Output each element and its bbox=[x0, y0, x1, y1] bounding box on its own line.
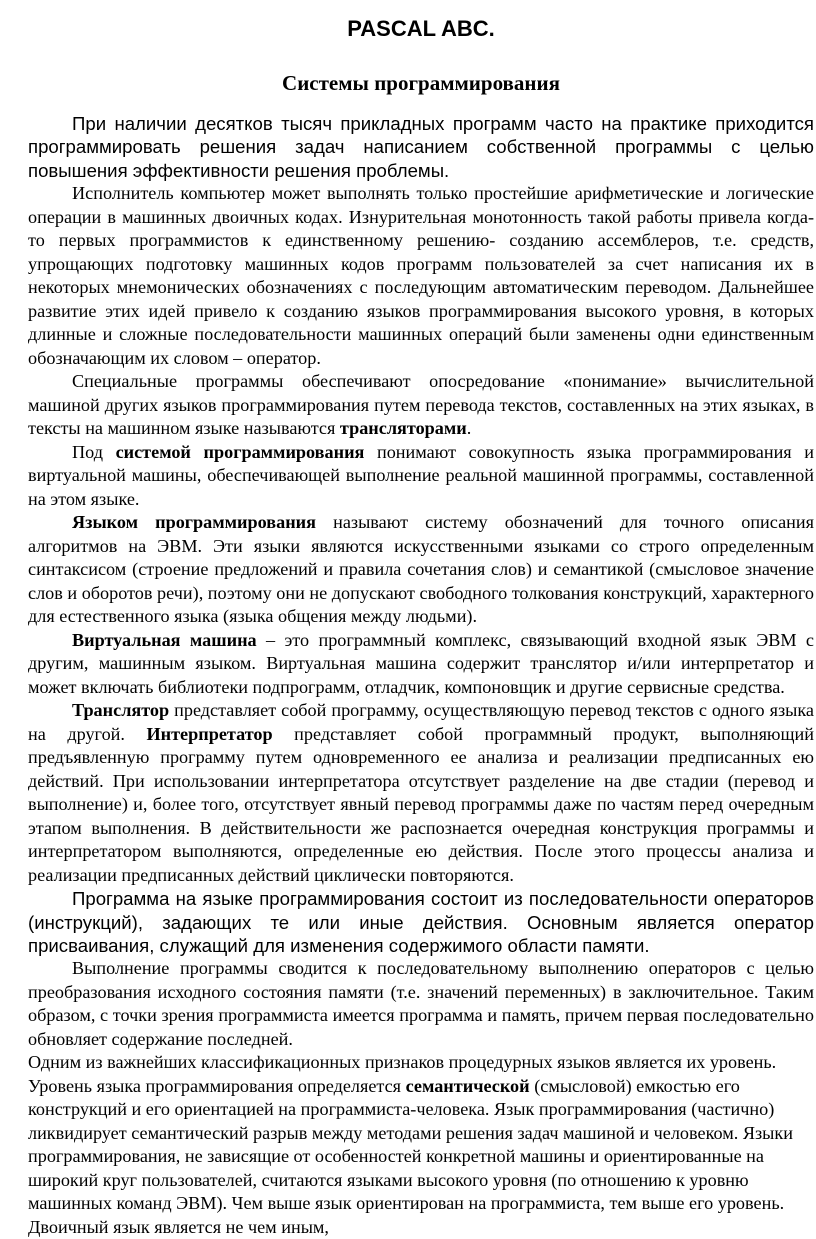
language-level-text-1: Одним из важнейших классификационных признаков процедурных языков является их уровень. Уровень языка программирования определяется bbox=[28, 1052, 777, 1096]
programming-language-text: называют систему обозначений для точного описания алгоритмов на ЭВМ. Эти языки являются искусственными языками со строго определенным синтаксисом (строение предложений и правила сочетания слов) и семантикой (смысловое значение слов и оборотов речи), поэтому они не допускают свободного толкования конструкций, характерного для естественного языка (языка общения между людьми). bbox=[28, 512, 814, 627]
language-level-paragraph bbox=[28, 1051, 814, 1239]
term-programming-language: Языком программирования bbox=[72, 512, 316, 533]
programming-language-paragraph bbox=[28, 511, 814, 629]
translator-text: представляет собой программу, осуществляющую перевод текстов с одного языка на другой. bbox=[28, 700, 814, 744]
term-translators: трансляторами bbox=[339, 418, 467, 439]
program-execution-paragraph: Выполнение программы сводится к последовательному выполнению операторов с целью преобразования исходного состояния памяти (т.е. значений переменных) в заключительное. Таким образом, с точки зрения программиста имеется программа и память, причем первая последовательно обновляет содержание последней. bbox=[28, 958, 814, 1049]
term-virtual-machine: Виртуальная машина bbox=[72, 629, 257, 650]
programming-system-paragraph bbox=[28, 441, 814, 512]
intro-paragraph: При наличии десятков тысяч прикладных программ часто на практике приходится программировать решения задач написанием собственной программы с целью повышения эффективности решения проблемы. bbox=[28, 113, 814, 181]
translators-paragraph bbox=[28, 370, 814, 441]
programming-system-start: Под bbox=[72, 441, 116, 462]
programming-system-text: понимают совокупность языка программирования и виртуальной машины, обеспечивающей выполнение реальной машинной программы, составленной на этом языке. bbox=[28, 441, 814, 509]
interpreter-text: представляет собой программный продукт, выполняющий предъявленную программу путем одновременного ее анализа и реализации предписанных ею действий. При использовании интерпретатора отсутствует разделение на две стадии (перевод и выполнение) и, более того, отсутствует явный перевод программы даже по частям перед очередным этапом выполнения. В действительности же распознается очередная конструкция программы и интерпретатором выполняются, определенные ею действия. После этого процессы анализа и реализации предписанных действий циклически повторяются. bbox=[28, 723, 814, 885]
translators-paragraph-end: . bbox=[466, 418, 472, 439]
document-subtitle: Системы программирования bbox=[282, 71, 560, 95]
translators-paragraph-text: Специальные программы обеспечивают опосредование «понимание» вычислительной машиной других языков программирования путем перевода текстов, составленных на этих языках, в тексты на машинном языке называются bbox=[28, 371, 814, 439]
translator-interpreter-paragraph bbox=[28, 699, 814, 887]
virtual-machine-text: – это программный комплекс, связывающий входной язык ЭВМ с другим, машинным языком. Виртуальная машина содержит транслятор и/или интерпретатор и может включать библиотеки подпрограмм, отладчик, компоновщик и другие сервисные средства. bbox=[28, 629, 814, 697]
term-programming-system: системой программирования bbox=[115, 441, 365, 462]
document-title: PASCAL ABC. bbox=[347, 16, 495, 41]
term-translator: Транслятор bbox=[72, 700, 170, 721]
term-interpreter: Интерпретатор bbox=[146, 723, 273, 744]
executor-paragraph: Исполнитель компьютер может выполнять только простейшие арифметические и логические операции в машинных двоичных кодах. Изнурительная монотонность такой работы привела когда-то первых программистов к единственному решению- созданию ассемблеров, т.е. средств, упрощающих подготовку машинных кодов программ пользователей за счет написания их в некоторых мнемонических обозначениях с последующим автоматическим переводом. Дальнейшее развитие этих идей привело к созданию языков программирования высокого уровня, в которых длинные и сложные последовательности машинных операций были заменены одни единственным обозначающим их словом – оператор. bbox=[28, 183, 814, 368]
document-page bbox=[28, 0, 814, 1239]
language-level-text-2: (смысловой) емкостью его конструкций и его ориентацией на программиста-человека. Язык программирования (частично) ликвидирует семантический разрыв между методами решения задач машиной и человеком. Языки программирования, не зависящие от особенностей конкретной машины и ориентированные на широкий круг пользователей, считаются языками высокого уровня (по отношению к уровню машинных команд ЭВМ). Чем выше язык ориентирован на программиста, тем выше его уровень. Двоичный язык является не чем иным, bbox=[28, 1075, 793, 1237]
term-semantic: семантической bbox=[405, 1075, 530, 1096]
program-operators-paragraph: Программа на языке программирования состоит из последовательности операторов (инструкций), задающих те или иные действия. Основным является оператор присваивания, служащий для изменения содержимого области памяти. bbox=[28, 888, 814, 957]
virtual-machine-paragraph bbox=[28, 629, 814, 700]
